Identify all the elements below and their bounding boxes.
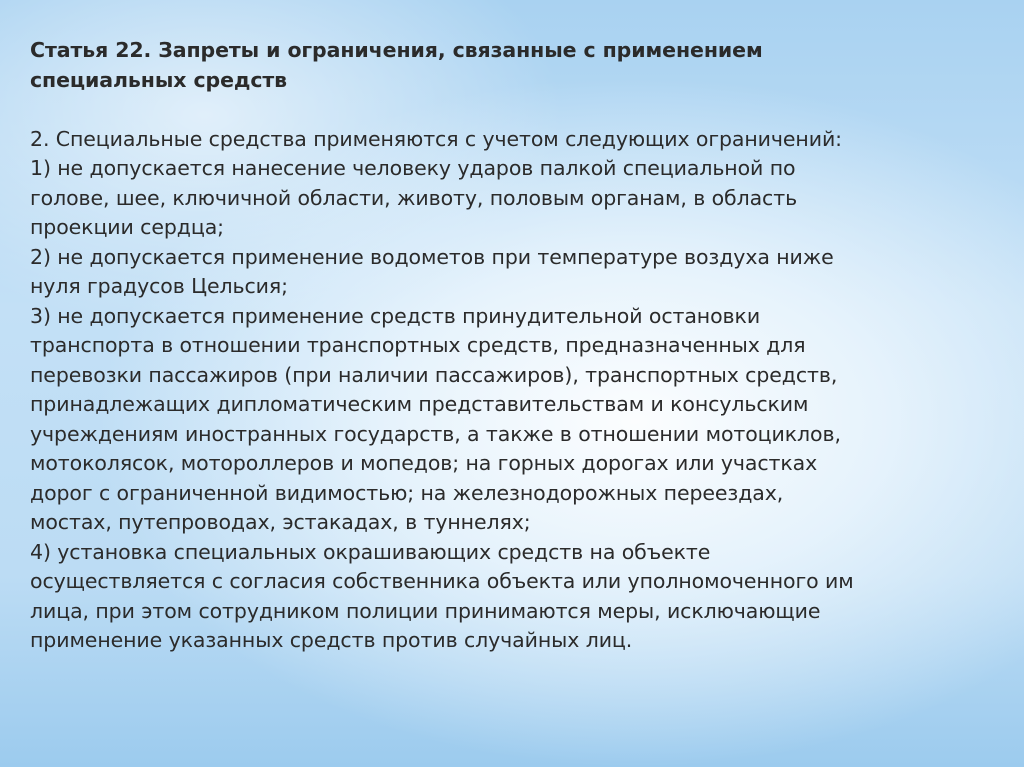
body-line: мостах, путепроводах, эстакадах, в туннелях; — [30, 510, 531, 534]
body-line: лица, при этом сотрудником полиции принимаются меры, исключающие — [30, 598, 821, 623]
body-line: транспорта в отношении транспортных средств, предназначенных для — [30, 333, 806, 357]
body-line-item-2: 2) не допускается применение водометов при температуре воздуха ниже — [30, 244, 834, 269]
article-body — [30, 125, 1000, 656]
body-line: учреждениям иностранных государств, а также в отношении мотоциклов, — [30, 421, 841, 446]
paragraph-gap — [30, 95, 1000, 125]
body-line: проекции сердца; — [30, 215, 224, 239]
body-line: принадлежащих дипломатическим представительствам и консульским — [30, 392, 809, 416]
body-line: осуществляется с согласия собственника объекта или уполномоченного им — [30, 569, 854, 593]
body-line-intro: 2. Специальные средства применяются с учетом следующих ограничений: — [30, 126, 842, 151]
body-line: мотоколясок, мотороллеров и мопедов; на горных дорогах или участках — [30, 451, 818, 475]
body-line-item-4: 4) установка специальных окрашивающих средств на объекте — [30, 539, 711, 564]
article-title-line: специальных средств — [30, 67, 288, 92]
article-title — [30, 36, 1000, 95]
body-line-item-1: 1) не допускается нанесение человеку ударов палкой специальной по — [30, 156, 796, 180]
body-line: нуля градусов Цельсия; — [30, 274, 288, 298]
slide-content — [30, 36, 1000, 656]
body-line: применение указанных средств против случайных лиц. — [30, 628, 633, 652]
article-title-line: Статья 22. Запреты и ограничения, связанные с применением — [30, 38, 763, 62]
body-line-item-3: 3) не допускается применение средств принудительной остановки — [30, 303, 761, 328]
body-line: голове, шее, ключичной области, животу, половым органам, в область — [30, 185, 798, 210]
body-line: дорог с ограниченной видимостью; на железнодорожных переездах, — [30, 480, 784, 505]
body-line: перевозки пассажиров (при наличии пассажиров), транспортных средств, — [30, 362, 838, 387]
